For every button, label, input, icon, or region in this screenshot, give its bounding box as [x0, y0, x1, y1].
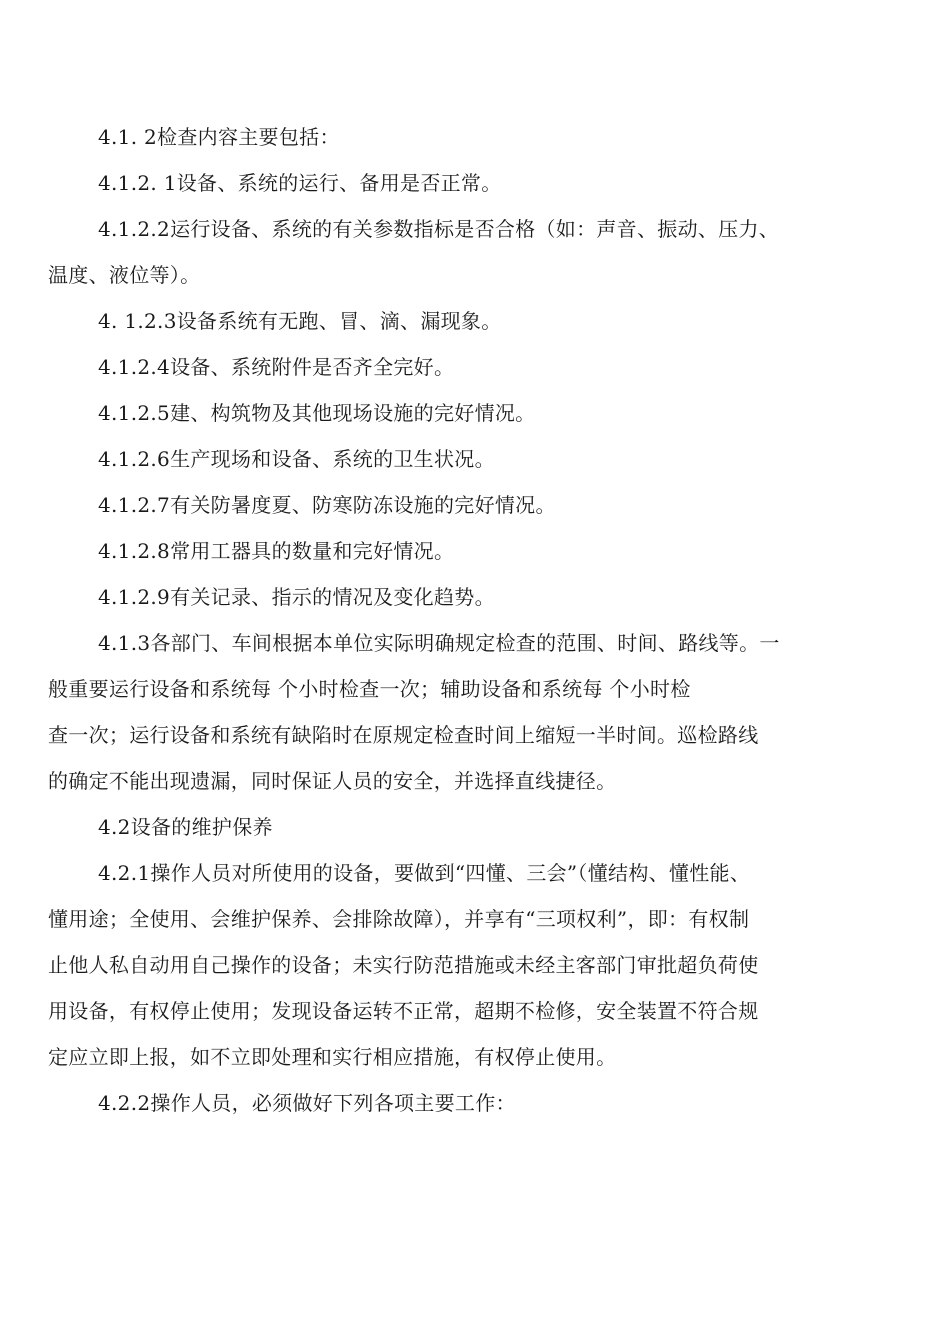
text-line: 4.1.2.4设备、系统附件是否齐全完好。: [98, 355, 455, 379]
text-line: 温度、液位等）。: [48, 263, 201, 287]
text-line: 4.1.3各部门、车间根据本单位实际明确规定检查的范围、时间、路线等。一: [98, 631, 780, 655]
document-page: [48, 114, 864, 1126]
text-line: 4.1.2.8常用工器具的数量和完好情况。: [98, 539, 455, 563]
text-line: 用设备，有权停止使用；发现设备运转不正常，超期不检修，安全装置不符合规: [48, 999, 759, 1023]
text-line: 懂用途；全使用、会维护保养、会排除故障），并享有“三项权利”，即：有权制: [48, 907, 750, 931]
text-line: 4.2.2操作人员，必须做好下列各项主要工作：: [98, 1091, 516, 1115]
text-line: 定应立即上报，如不立即处理和实行相应措施，有权停止使用。: [48, 1045, 617, 1069]
text-line: 4.1.2.2运行设备、系统的有关参数指标是否合格（如：声音、振动、压力、: [98, 217, 780, 241]
text-line: 4.1. 2检查内容主要包括：: [98, 125, 340, 149]
text-line: 4.1.2.7有关防暑度夏、防寒防冻设施的完好情况。: [98, 493, 556, 517]
text-line: 4.1.2.6生产现场和设备、系统的卫生状况。: [98, 447, 495, 471]
text-line: 止他人私自动用自己操作的设备；未实行防范措施或未经主客部门审批超负荷使: [48, 953, 759, 977]
text-line: 般重要运行设备和系统每 个小时检查一次；辅助设备和系统每 个小时检: [48, 677, 691, 701]
text-line: 查一次；运行设备和系统有缺陷时在原规定检查时间上缩短一半时间。巡检路线: [48, 723, 759, 747]
text-line: 4.1.2.5建、构筑物及其他现场设施的完好情况。: [98, 401, 536, 425]
text-line: 4.2.1操作人员对所使用的设备，要做到“四懂、三会”（懂结构、懂性能、: [98, 861, 751, 885]
text-line: 4. 1.2.3设备系统有无跑、冒、滴、漏现象。: [98, 309, 502, 333]
text-line: 的确定不能出现遗漏，同时保证人员的安全，并选择直线捷径。: [48, 769, 617, 793]
text-line: 4.1.2.9有关记录、指示的情况及变化趋势。: [98, 585, 495, 609]
section-heading: 4.2设备的维护保养: [98, 815, 273, 839]
text-line: 4.1.2. 1设备、系统的运行、备用是否正常。: [98, 171, 502, 195]
